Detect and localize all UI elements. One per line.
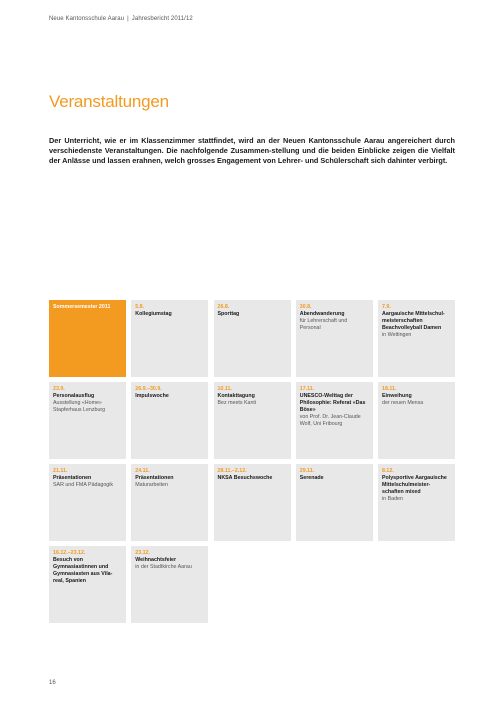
- event-cell: [296, 382, 373, 459]
- event-date: 5.8.: [135, 304, 145, 310]
- event-title: Impulswoche: [135, 393, 169, 399]
- event-date: 8.12.: [382, 468, 394, 474]
- event-date: 26.9.–30.9.: [135, 386, 162, 392]
- event-sub: in Baden: [382, 496, 403, 502]
- event-date: 24.11.: [135, 468, 150, 474]
- event-title: Präsentationen: [53, 475, 92, 481]
- event-sub: Bez meets Kanti: [217, 400, 257, 406]
- event-title: Kontakttagung: [217, 393, 255, 399]
- event-cell: [214, 464, 291, 541]
- event-title: Serenade: [299, 475, 324, 481]
- running-head-report: Jahresbericht 2011/12: [131, 16, 193, 22]
- page-title: Veranstaltungen: [49, 92, 169, 111]
- event-date: 18.11.: [382, 386, 397, 392]
- event-cell: [131, 300, 208, 377]
- events-grid: [49, 300, 455, 623]
- event-date: 30.8.: [299, 304, 312, 310]
- intro-paragraph: Der Unterricht, wie er im Klassenzimmer stattfindet, wird an der Neuen Kantonsschule Aarau angereichert durch verschiedenste Veranstaltungen. Die nachfolgende Zusammen-stellung und die beiden Einblicke zeigen die Vielfalt der Anlässe und lassen erahnen, welch grosses Engagement von Lehrer- und Schülerschaft sich dahinter verbirgt.: [49, 136, 455, 165]
- event-title: Präsentationen: [135, 475, 174, 481]
- event-cell: [378, 300, 455, 377]
- event-date: 28.11.–2.12.: [217, 468, 247, 474]
- event-title: UNESCO-Welttag der Philosophie: Referat «Das Böse»: [299, 393, 366, 413]
- event-date: 23.12.: [135, 550, 150, 556]
- event-sub: von Prof. Dr. Jean-Claude Wolf, Uni Fribourg: [299, 414, 361, 427]
- event-cell: [378, 382, 455, 459]
- event-date: 21.11.: [53, 468, 68, 474]
- event-cell: [378, 464, 455, 541]
- event-cell: [49, 464, 126, 541]
- event-sub: Ausstellung «Home» Stapferhaus Lenzburg: [53, 400, 106, 413]
- event-title: Besuch von Gymnasiastinnen und Gymnasiasten aus Vila-real, Spanien: [53, 557, 113, 584]
- event-date: 29.11.: [299, 468, 315, 474]
- event-cell: [49, 382, 126, 459]
- event-date: 7.9.: [382, 304, 391, 310]
- event-title: Sporttag: [217, 311, 240, 317]
- event-cell: [131, 546, 208, 623]
- event-cell: [214, 382, 291, 459]
- event-date: 23.9.: [53, 386, 65, 392]
- event-sub: SAR und FMA Pädagogik: [53, 482, 114, 488]
- running-head-school: Neue Kantonsschule Aarau: [49, 16, 125, 22]
- event-date: 10.11.: [217, 386, 232, 392]
- event-sub: in der Stadtkirche Aarau: [135, 564, 192, 570]
- event-date: 26.8.: [217, 304, 230, 310]
- semester-label-cell: [49, 300, 126, 377]
- running-head: [49, 16, 193, 22]
- event-title: Polysportive Aargauische Mittelschulmeister-schaften mixed: [382, 475, 447, 495]
- event-title: Aargauische Mittelschul-meisterschaften Beachvolleyball Damen: [382, 311, 445, 331]
- event-title: Abendwanderung: [299, 311, 345, 317]
- event-sub: in Wettingen: [382, 332, 412, 338]
- event-title: Einweihung: [382, 393, 412, 399]
- event-date: 16.12.–23.12.: [53, 550, 86, 556]
- event-cell: [214, 300, 291, 377]
- event-title: Weihnachtsfeier: [135, 557, 177, 563]
- event-title: NKSA Besuchswoche: [217, 475, 273, 481]
- event-title: Kollegiumstag: [135, 311, 172, 317]
- event-cell: [296, 300, 373, 377]
- running-head-separator: |: [127, 16, 129, 22]
- event-date: 17.11.: [299, 386, 315, 392]
- event-sub: Maturarbeiten: [135, 482, 168, 488]
- event-date: Sommersemester 2011: [53, 304, 111, 310]
- event-sub: für Lehrerschaft und Personal: [299, 318, 348, 331]
- page-number: 16: [49, 680, 56, 686]
- event-cell: [131, 382, 208, 459]
- event-cell: [131, 464, 208, 541]
- event-sub: der neuen Mensa: [382, 400, 424, 406]
- event-title: Personalausflug: [53, 393, 95, 399]
- event-cell: [49, 546, 126, 623]
- event-cell: [296, 464, 373, 541]
